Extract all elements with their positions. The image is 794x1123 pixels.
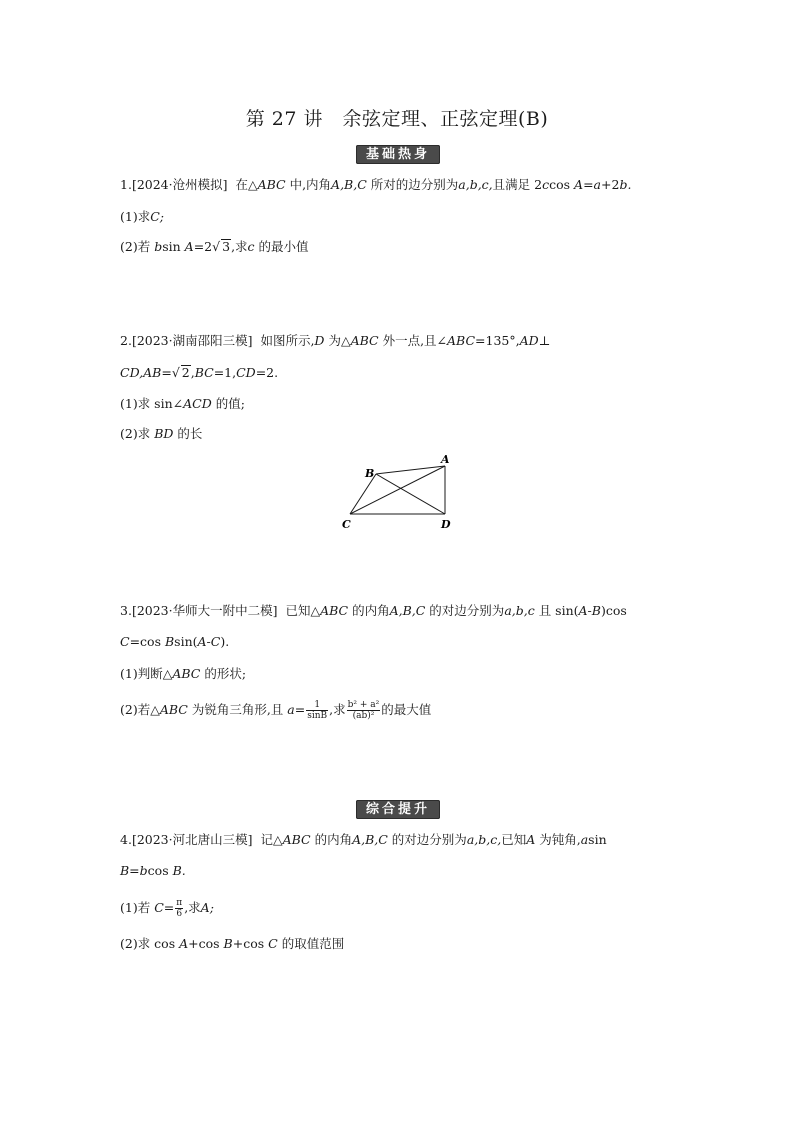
fraction-numerator: 1 [306, 700, 328, 711]
text: , [190, 365, 195, 380]
math: B [223, 936, 233, 951]
text: =2. [255, 365, 279, 380]
text: 的值; [215, 396, 245, 411]
vertex-label-c: C [342, 518, 351, 531]
fraction-denominator: sinB [307, 711, 328, 721]
math: a,b,c, [466, 832, 502, 847]
text: sin [588, 832, 607, 847]
question-2-part-1 [120, 395, 245, 413]
text: (1)求 [120, 209, 151, 224]
text: ,求 [329, 702, 346, 717]
text: (2)求 cos [120, 936, 176, 951]
text: 中,内角 [289, 177, 332, 192]
text: 记△ [260, 832, 283, 847]
question-number: 4. [120, 832, 132, 847]
math: C [268, 936, 278, 951]
math: A,B,C [352, 832, 388, 847]
math: A-C [197, 634, 221, 649]
geometry-figure [335, 452, 460, 534]
math: a [580, 832, 589, 847]
text: ,求 [231, 239, 248, 254]
question-1-part-2: (2)若 bsin A=2√ 3,求c 的最小值 [120, 239, 309, 254]
question-3-part-1 [120, 665, 246, 683]
fraction-numerator: b² + a² [347, 700, 380, 710]
question-source: [2023·华师大一附中二模] [131, 603, 278, 618]
text: +cos [188, 936, 220, 951]
math: A-B [578, 603, 601, 618]
math: b [154, 239, 163, 254]
fraction-denominator: (ab)² [352, 711, 375, 721]
math: BC [194, 365, 214, 380]
fraction [347, 700, 381, 721]
text: 所对的边分别为 [370, 177, 459, 192]
math: AD [519, 333, 539, 348]
text: =135°, [475, 333, 520, 348]
text: = [161, 365, 172, 380]
text: 的对边分别为 [429, 603, 505, 618]
math: a [287, 702, 295, 717]
text: 且 sin( [538, 603, 579, 618]
text: ). [220, 634, 230, 649]
vertex-label-d: D [441, 518, 451, 531]
math: ABC [282, 832, 311, 847]
math: B=b [120, 863, 148, 878]
segment-bc [350, 474, 376, 514]
question-4-part-2 [120, 935, 344, 953]
question-3-part-2 [120, 700, 431, 721]
page-title: 第 27 讲 余弦定理、正弦定理(B) [245, 108, 549, 130]
text: 如图所示, [260, 333, 315, 348]
question-3-stem [120, 602, 627, 620]
text: )cos [600, 603, 627, 618]
question-4-stem [120, 831, 607, 849]
text: 且满足 2 [492, 177, 543, 192]
text: =1, [213, 365, 237, 380]
vertex-label-a: A [441, 453, 450, 466]
math: ACD [183, 396, 212, 411]
question-4-part-1 [120, 898, 214, 919]
segment-ba [376, 466, 445, 474]
text: ,求 [184, 900, 201, 915]
question-1-part-1 [120, 208, 164, 226]
text: 的最小值 [258, 239, 309, 254]
text: (2)若△ [120, 702, 160, 717]
math: ABC [159, 702, 188, 717]
text: 在△ [235, 177, 258, 192]
text: = [163, 900, 175, 915]
question-source: [2023·河北唐山三模] [131, 832, 253, 847]
question-number: 1. [120, 177, 132, 192]
sqrt-radicand: 2 [181, 365, 190, 380]
section-badge-basic: 基础热身 [356, 145, 440, 164]
text: (1)判断△ [120, 666, 173, 681]
math: CD,AB [120, 365, 162, 380]
section-badge-comprehensive: 综合提升 [356, 800, 440, 819]
math: A,B,C [331, 177, 367, 192]
math: c [542, 177, 550, 192]
text: (1)若 [120, 900, 151, 915]
question-2-stem [120, 332, 550, 350]
text: sin( [174, 634, 198, 649]
math: c [247, 239, 255, 254]
math: C; [150, 209, 164, 224]
question-number: 3. [120, 603, 132, 618]
text: 已知 [501, 832, 527, 847]
question-number: 2. [120, 333, 132, 348]
text: =cos [129, 634, 161, 649]
text: cos [549, 177, 571, 192]
math: A=a [574, 177, 601, 192]
question-2-stem-line-2: CD,AB=√ 2,BC=1,CD=2. [120, 365, 279, 380]
math: B. [172, 863, 186, 878]
question-source: [2023·湖南邵阳三模] [131, 333, 253, 348]
text: = [294, 702, 306, 717]
math: ABC [257, 177, 286, 192]
segment-bd [376, 474, 445, 514]
text: 的对边分别为 [391, 832, 467, 847]
math: C [154, 900, 164, 915]
fraction [175, 898, 183, 919]
sqrt-radicand: 3 [222, 239, 231, 254]
math: A [179, 936, 189, 951]
vertex-label-b: B [365, 467, 375, 480]
math: b. [619, 177, 632, 192]
text: 的长 [177, 426, 203, 441]
text: (1)求 sin∠ [120, 396, 184, 411]
math: D [314, 333, 325, 348]
fraction-numerator: π [176, 898, 183, 908]
text: 的最大值 [381, 702, 432, 717]
text: 为钝角, [539, 832, 581, 847]
text: (2)求 [120, 426, 151, 441]
text: 外一点,且∠ [382, 333, 448, 348]
fraction [306, 700, 328, 721]
question-2-part-2 [120, 425, 202, 443]
fraction-denominator: 6 [176, 909, 183, 919]
question-3-stem-line-2 [120, 633, 229, 651]
text: 为锐角三角形,且 [191, 702, 284, 717]
text: +cos [232, 936, 265, 951]
text: 已知△ [285, 603, 321, 618]
text: ⊥ [538, 333, 551, 348]
text: =2 [193, 239, 213, 254]
math: ABC [172, 666, 201, 681]
question-source: [2024·沧州模拟] [131, 177, 228, 192]
text: 为△ [328, 333, 351, 348]
question-4-stem-line-2 [120, 862, 186, 880]
text: 的形状; [204, 666, 247, 681]
text: (2)若 [120, 239, 151, 254]
question-1-stem [120, 176, 631, 194]
text: 的内角 [352, 603, 390, 618]
text: 的内角 [314, 832, 353, 847]
text: 的取值范围 [281, 936, 345, 951]
math: B [164, 634, 175, 649]
math: ABC [350, 333, 379, 348]
math: A [526, 832, 536, 847]
math: a,b,c [504, 603, 535, 618]
math: ABC [447, 333, 476, 348]
math: ABC [320, 603, 349, 618]
math: A,B,C [389, 603, 426, 618]
text: cos [147, 863, 169, 878]
math: A [184, 239, 194, 254]
math: CD [236, 365, 256, 380]
text: +2 [601, 177, 620, 192]
math: BD [154, 426, 174, 441]
math: A; [200, 900, 214, 915]
math: C [120, 634, 130, 649]
math: a,b,c, [458, 177, 493, 192]
text: sin [162, 239, 181, 254]
